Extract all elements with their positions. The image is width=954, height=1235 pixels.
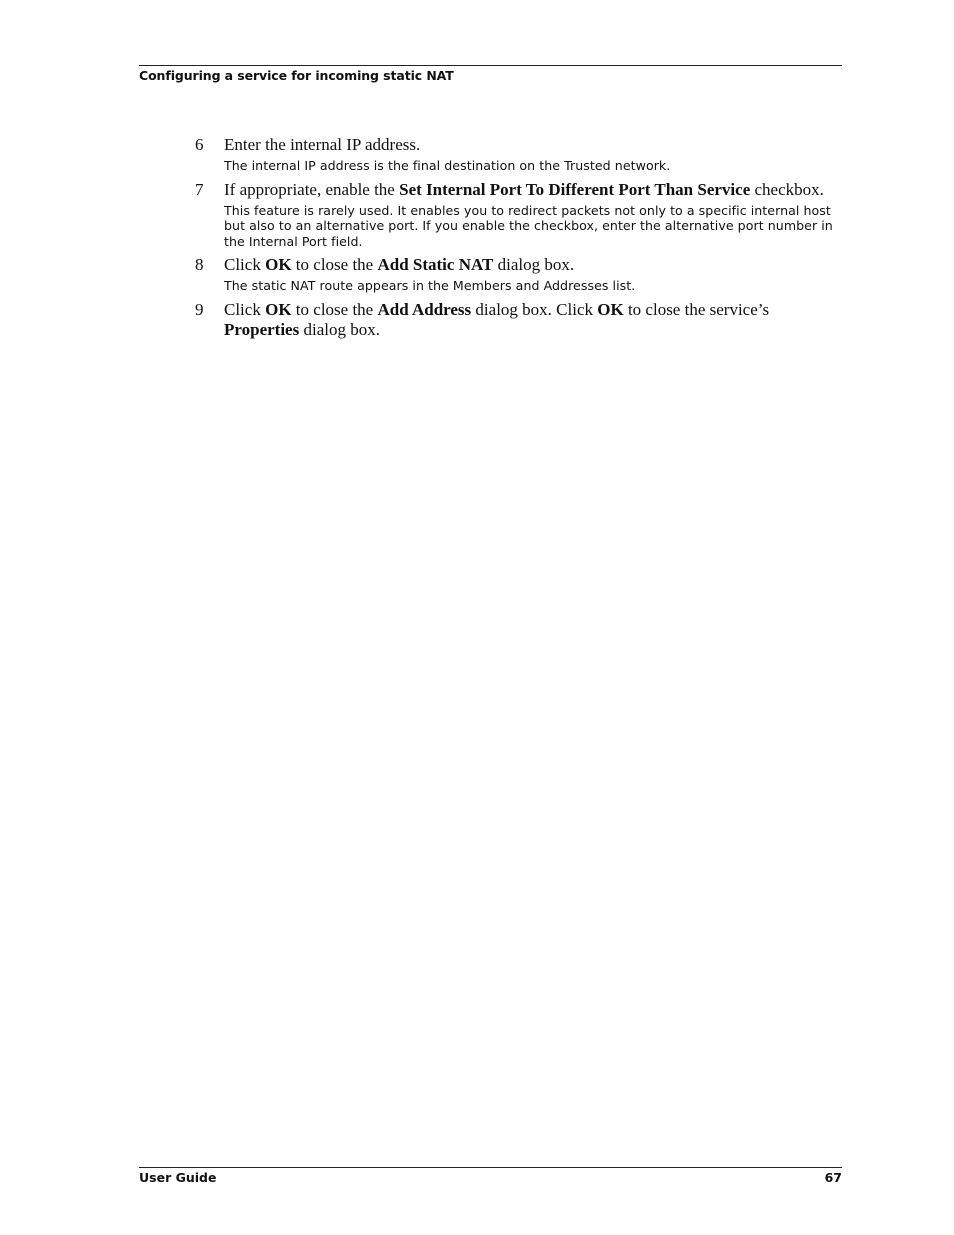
step-text-run: Enter the internal IP address. (224, 135, 421, 154)
ui-label-ok: OK (265, 255, 292, 274)
ui-label-checkbox: Set Internal Port To Different Port Than Service (399, 179, 751, 199)
step-instruction (224, 255, 842, 275)
step-text-run: to close the (291, 299, 378, 319)
step-text-run: checkbox. (750, 179, 824, 199)
step-text-run: Click (224, 299, 266, 319)
step-note: This feature is rarely used. It enables you to redirect packets not only to a specific internal host but also to an alternative port. If you enable the checkbox, enter the alternative port number in the Internal Port field. (224, 202, 833, 249)
step-number: 9 (195, 299, 204, 319)
footer-document-title: User Guide (139, 1170, 217, 1185)
step-9 (195, 300, 842, 340)
step-text-run: dialog box. (299, 319, 380, 339)
step-7 (195, 180, 842, 250)
step-instruction (224, 300, 842, 340)
page-number: 67 (824, 1170, 842, 1185)
step-text-run: If appropriate, enable the (224, 179, 400, 199)
page-header (139, 65, 842, 83)
step-instruction (224, 135, 842, 155)
ui-label-ok: OK (265, 299, 292, 319)
step-text-run: dialog box. (493, 255, 575, 274)
step-8 (195, 255, 842, 294)
page-footer (139, 1167, 842, 1185)
running-header-title: Configuring a service for incoming static NAT (139, 68, 454, 83)
step-text-run: Click (224, 255, 266, 274)
ui-label-ok: OK (597, 299, 624, 319)
step-number: 6 (195, 135, 204, 154)
step-text-run: to close the (291, 255, 378, 274)
step-note: The static NAT route appears in the Members and Addresses list. (224, 278, 636, 293)
ui-label-dialog: Add Address (377, 299, 472, 319)
step-6 (195, 135, 842, 174)
step-text-run: to close the service’s (623, 299, 770, 319)
step-number: 8 (195, 255, 204, 274)
step-number: 7 (195, 179, 204, 199)
step-text-run: dialog box. Click (471, 299, 598, 319)
ui-label-dialog: Properties (224, 319, 300, 339)
step-note: The internal IP address is the final destination on the Trusted network. (224, 158, 671, 173)
ui-label-dialog: Add Static NAT (377, 255, 494, 274)
procedure-steps (195, 135, 842, 346)
step-instruction (224, 180, 842, 200)
